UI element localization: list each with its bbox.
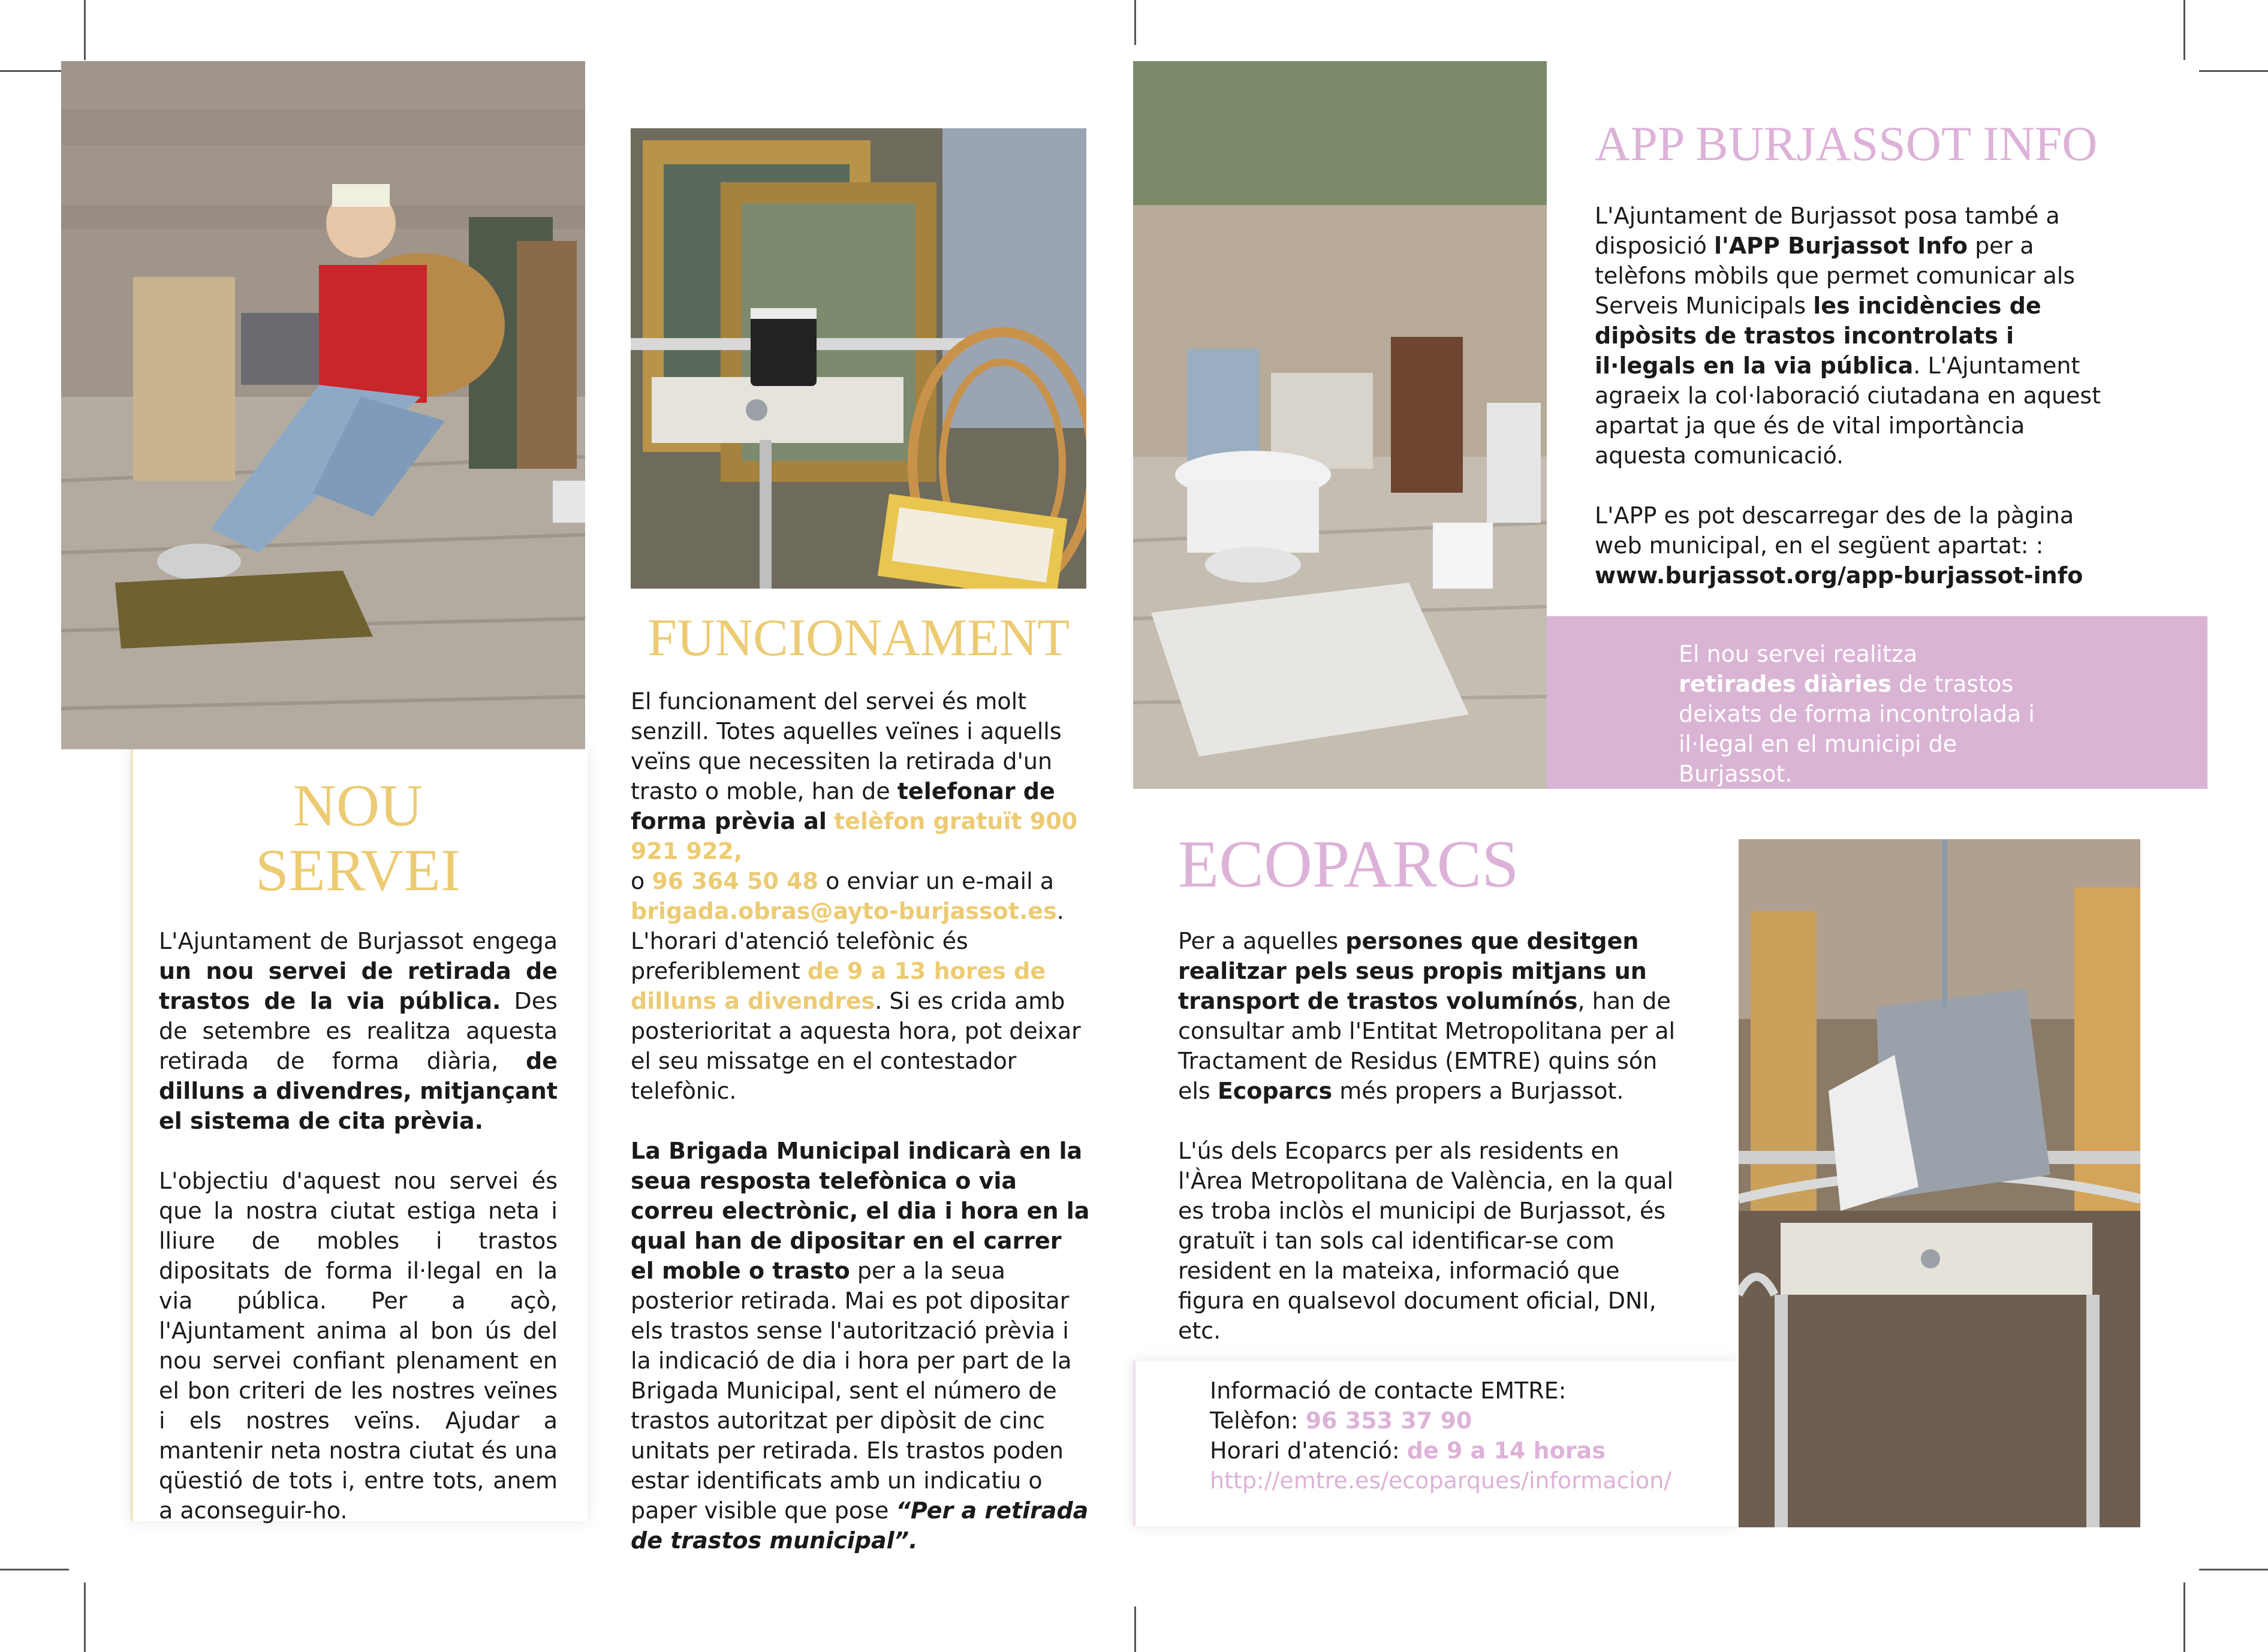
free-phone: telèfon gratuït 900 921 922, — [631, 808, 1078, 864]
nou-servei-title-line1: NOU — [293, 772, 423, 839]
ecoparcs-text — [1178, 926, 1676, 1346]
emtre-phone-row: Telèfon: 96 353 37 90 — [1210, 1407, 1472, 1434]
callout-text: El nou servei realitza retirades diàries de trastos deixats de forma incontrolada i il·legal en el municipi de Burjassot. — [1679, 641, 2035, 787]
callout-box — [1547, 616, 2207, 789]
app-download-link[interactable]: www.burjassot.org/app-burjassot-info — [1595, 562, 2083, 589]
nou-servei-text — [159, 926, 558, 1526]
nou-servei-title-line2: SERVEI — [255, 837, 460, 903]
photo-man-on-chair — [61, 61, 585, 749]
crop-mark — [2183, 0, 2185, 60]
ecoparcs-title: ECOPARCS — [1178, 827, 1519, 902]
funcionament-title: FUNCIONAMENT — [647, 609, 1070, 667]
photo-iron-on-table — [1739, 839, 2140, 1527]
nou-servei-paragraph-2: L'objectiu d'aquest nou servei és que la nostra ciutat estiga neta i lliure de mobles i trastos dipositats de forma il·legal en la via pública. Per a açò, l'Ajuntament anima al bon ús del nou servei confiant plenament en el bon criteri de les nostres veïnes i els nostres veïns. Ajudar a mantenir neta nostra ciutat és una qüestió de tots i, entre tots, anem a aconseguir-ho. — [159, 1168, 558, 1524]
emtre-link[interactable]: http://emtre.es/ecoparques/informacion/ — [1210, 1467, 1672, 1494]
brigada-phone: 96 364 50 48 — [652, 868, 818, 894]
app-text — [1595, 201, 2110, 590]
emtre-contact-text — [1210, 1376, 1737, 1496]
funcionament-paragraph-2: La Brigada Municipal indicarà en la seua resposta telefònica o via correu electrònic, el dia i hora en la qual han de dipositar en el carrer el moble o trasto per a la seua posterior retirada. Mai es pot dipositar els trastos sense l'autorització prèvia i la indicació de dia i hora per part de la Brigada Municipal, sent el número de trastos autoritzat per dipòsit de cinc unitats per retirada. Els trastos poden estar identificats amb un indicatiu o paper visible que pose “Per a retirada de trastos municipal”. — [631, 1138, 1090, 1554]
brigada-email-link[interactable]: brigada.obras@ayto-burjassot.es — [631, 898, 1057, 924]
funcionament-paragraph-1: El funcionament del servei és molt senzill. Totes aquelles veïnes i aquells veïns que necessiten la retirada d'un trasto o moble, han de telefonar de forma prèvia al telèfon gratuït 900 921 922, o 96 364 50 48 o enviar un e-mail a brigada.obras@ayto-burjassot.es. L'horari d'atenció telefònic és preferiblement de 9 a 13 hores de dilluns a divendres. Si es crida amb posterioritat a aquesta hora, pot deixar el seu missatge en el contestador telefònic. — [631, 688, 1081, 1104]
crop-mark — [1134, 0, 1136, 45]
crop-mark — [0, 70, 69, 72]
nou-servei-paragraph-1: L'Ajuntament de Burjassot engega un nou servei de retirada de trastos de la via pública. Des de setembre es realitza aquesta retirada de forma diària, de dilluns a divendres, mitjançant el sistema de cita prèvia. — [159, 928, 558, 1134]
crop-mark — [84, 0, 86, 60]
crop-mark — [2183, 1582, 2185, 1652]
ecoparcs-paragraph-2: L'ús dels Ecoparcs per als residents en l'Àrea Metropolitana de València, en la qual es troba inclòs el municipi de Burjassot, és gratuït i tan sols cal identificar-se com resident en la mateixa, informació que figura en qualsevol document oficial, DNI, etc. — [1178, 1138, 1674, 1344]
app-paragraph-1: L'Ajuntament de Burjassot posa també a disposició l'APP Burjassot Info per a telèfons mòbils que permet comunicar als Serveis Municipals les incidències de dipòsits de trastos incontrolats i il·legals en la via pública. L'Ajuntament agraeix la col·laboració ciutadana en aquest apartat ja que és de vital importància aquesta comunicació. — [1595, 203, 2101, 469]
ecoparcs-paragraph-1: Per a aquelles persones que desitgen realitzar pels seus propis mitjans un transport de trastos volumínós, han de consultar amb l'Entitat Metropolitana per al Tractament de Residus (EMTRE) quins són els Ecoparcs més propers a Burjassot. — [1178, 928, 1676, 1104]
emtre-phone[interactable]: 96 353 37 90 — [1305, 1407, 1472, 1434]
emtre-contact-title: Informació de contacte EMTRE: — [1210, 1377, 1567, 1404]
photo-frames-and-mug — [631, 128, 1086, 589]
crop-mark — [2199, 70, 2268, 72]
app-title: APP BURJASSOT INFO — [1595, 116, 2098, 171]
crop-mark — [2199, 1569, 2268, 1570]
emtre-hours-row: Horari d'atenció: de 9 a 14 horas — [1210, 1437, 1606, 1464]
crop-mark — [84, 1582, 86, 1652]
photo-toilet-and-junk — [1133, 61, 1547, 789]
app-paragraph-2: L'APP es pot descarregar des de la pàgina web municipal, en el següent apartat: : www.burjassot.org/app-burjassot-info — [1595, 502, 2083, 589]
nou-servei-title — [131, 773, 585, 903]
emtre-hours: de 9 a 14 horas — [1406, 1437, 1606, 1464]
funcionament-text — [631, 686, 1092, 1555]
crop-mark — [1134, 1606, 1136, 1652]
crop-mark — [0, 1569, 69, 1570]
